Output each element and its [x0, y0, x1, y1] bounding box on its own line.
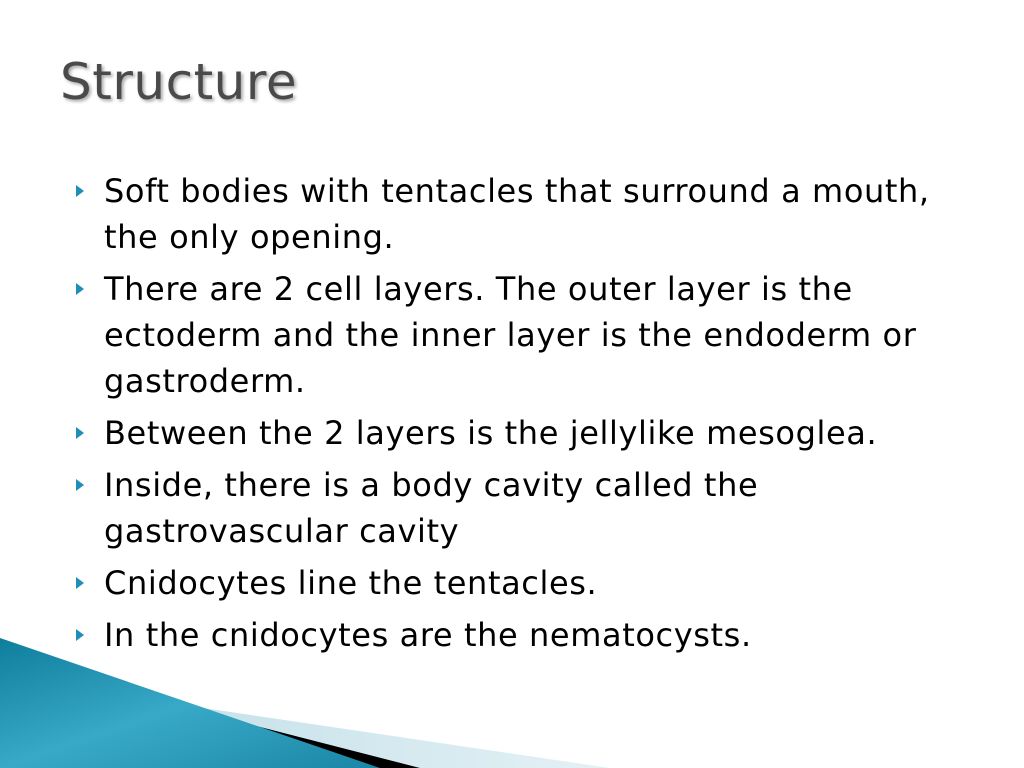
bullet-arrow-icon	[76, 427, 84, 439]
corner-decoration	[0, 638, 1024, 768]
bullet-arrow-icon	[76, 479, 84, 491]
bullet-text: Inside, there is a body cavity called the gastrovascular cavity	[104, 466, 759, 550]
bullet-text: In the cnidocytes are the nematocysts.	[104, 616, 752, 654]
slide-title: Structure	[60, 53, 298, 111]
bullet-item	[76, 168, 976, 260]
bullet-arrow-icon	[76, 185, 84, 197]
bullet-list	[76, 168, 976, 664]
bullet-text: Soft bodies with tentacles that surround a mouth, the only opening.	[104, 172, 930, 256]
teal-wedge	[0, 638, 380, 768]
bullet-text: Cnidocytes line the tentacles.	[104, 564, 598, 602]
bullet-item	[76, 266, 976, 404]
bullet-arrow-icon	[76, 283, 84, 295]
bullet-item	[76, 462, 976, 554]
bullet-text: There are 2 cell layers. The outer layer is the ectoderm and the inner layer is the endoderm or gastroderm.	[104, 270, 917, 400]
bullet-item	[76, 560, 976, 606]
bullet-text: Between the 2 layers is the jellylike mesoglea.	[104, 414, 878, 452]
bullet-item	[76, 410, 976, 456]
bullet-arrow-icon	[76, 577, 84, 589]
